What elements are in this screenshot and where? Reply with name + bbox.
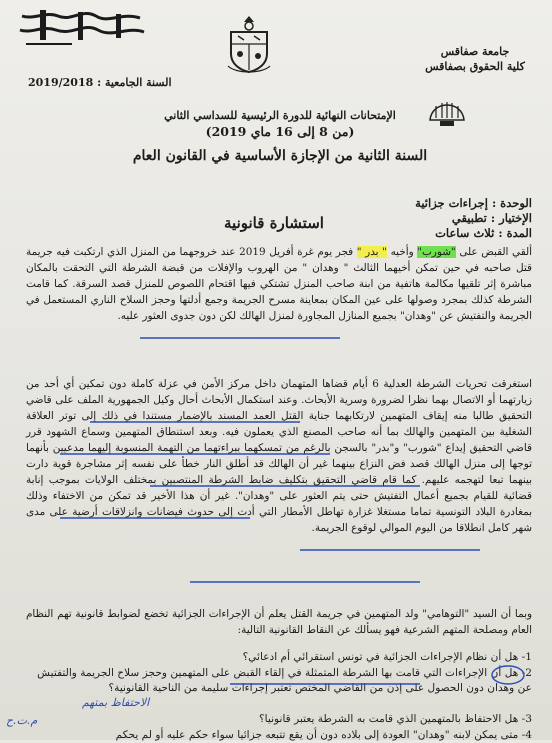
exam-level: السنة الثانية من الإجازة الأساسية في القانون العام: [132, 148, 428, 164]
question-2: 2- هل أن الإجراءات التي قامت بها الشرطة المتمثلة في إلقاء القبض على المتهمين وحجز سلاح الجريمة والتفتيش عن وهدان دون الحصول على إذن من القاضي المختص تعتبر إجراءات سليمة من الناحية القانونية؟: [37, 667, 532, 694]
name-highlight-badr: " بدر ": [356, 246, 387, 258]
university-name: جامعة صفاقس: [440, 45, 510, 58]
exam-dates: (من 8 إلى 16 ماي 2019): [205, 124, 355, 139]
case-paragraph-2: استغرقت تحريات الشرطة العدلية 6 أيام قضاها المتهمان داخل مركز الأمن في عزلة كاملة دون تمكين أي أحد من زيارتهما أو الاتصال بهما نظرا لضرورة وسرية الأبحاث. وعند استكمال الأبحاث أحال وكيل الجمهورية الملف على قاضي التحقيق طالبا منه إيقاف المتهمين لارتكابهما جناية القتل العمد المسند بالإضمار مستندا في ذلك إلى توتر العلاقة الشغلية بين المتهمين والهالك بما أنه صاحب المصنع الذي يعملون فيه. وبعد استنطاق المتهمين وسماع الشهود قرر قاضي التحقيق إيداع "شورب" و"بدر" بالسجن بالرغم من تمسكهما ببراءتهما من التهمة المنسوبة إليهما مدعيين بأنهما توجها إلى منزل الهالك قصد فض النزاع بينهما غير أن الهالك قد أطلق النار خطأ على نفسه إثر مشاجرة قوية دارت بينهما تبعا لتهجمه عليهم. كما قام قاضي التحقيق بتكليف ضابط الشرطة المنتصبين بمختلف الولايات بموجب إنابة قضائية للقيام بجميع أعمال التفتيش حتى يتم العثور على "وهدان". غير أن هذا الأخير قد تمكن من الاختفاء وذلك بمغادرة البلاد التونسية تماما مستغلا غزارة تهاطل الأمطار التي أدت إلى حدوث فيضانات وانزلاقات أرضية على مدى شهر كامل انطلاقا من اليوم الموالي لوقوع الجريمة.: [26, 378, 532, 534]
choice-line: الإختيار : تطبيقي: [451, 211, 532, 225]
academic-year: السنة الجامعية : 2019/2018: [28, 76, 172, 89]
name-highlight-shoreb: "شورب": [417, 246, 456, 258]
p1-mid: وأخيه: [386, 246, 418, 258]
question-4: 4- متى يمكن لابنه "وهدان" العودة إلى بلاده دون أن يقع تتبعه جزائيا سواء حكم عليه أو لم يحكم: [115, 729, 532, 741]
consultation-title: استشارة قانونية: [224, 214, 324, 232]
p1-rest: فجر يوم غرة أفريل 2019 عند خروجهما من المنزل الذي ارتكبت فيه جريمة قتل صاحبه في حين تمكن أخيهما الثالث " وهدان " من الهروب والإفلات من قبضة الشرطة التي التحقت بالمكان مباشرة إثر تلقيها مكالمة هاتفية من ابنة صاحب المنزل تشتكي فيها اقتحام اللصوص للمنزل قصد السرقة. كما قامت الشرطة كذلك بمجرد وصولها على عين المكان بمعاينة مسرح الجريمة وجمع أدلتها وحجز السلاح الناري المستعمل في الجريمة والتفتيش عن "وهدان" بجميع المنازل المجاورة لمنزل الهالك لكن دون جدوى العثور عليه.: [26, 246, 532, 322]
question-1: 1- هل أن نظام الإجراءات الجزائية في تونس استقرائي أم ادعائي؟: [242, 651, 532, 663]
faculty-name: كلية الحقوق بصفاقس: [425, 60, 525, 73]
duration-line: المدة : ثلاث ساعات: [435, 226, 532, 240]
p1-start: ألقي القبض على: [455, 246, 533, 258]
handwritten-note-2: م.ت.ح: [6, 714, 38, 727]
unit-line: الوحدة : إجراءات جزائية: [415, 196, 532, 210]
case-paragraph-3: وبما أن السيد "التوهامي" ولد المتهمين في جريمة القتل يعلم أن الإجراءات الجزائية تخضع لضوابط قانونية تهم النظام العام ومصلحة المتهم الشرعية فهو يسألك عن النقاط القانونية التالية:: [26, 608, 532, 636]
exam-session-title: الإمتحانات النهائية للدورة الرئيسية للسداسي الثاني: [164, 109, 396, 122]
question-3: 3- هل الاحتفاظ بالمتهمين الذي قامت به الشرطة يعتبر قانونيا؟: [259, 713, 532, 725]
handwritten-note-1: الاحتفاظ بمتهم: [82, 696, 150, 709]
